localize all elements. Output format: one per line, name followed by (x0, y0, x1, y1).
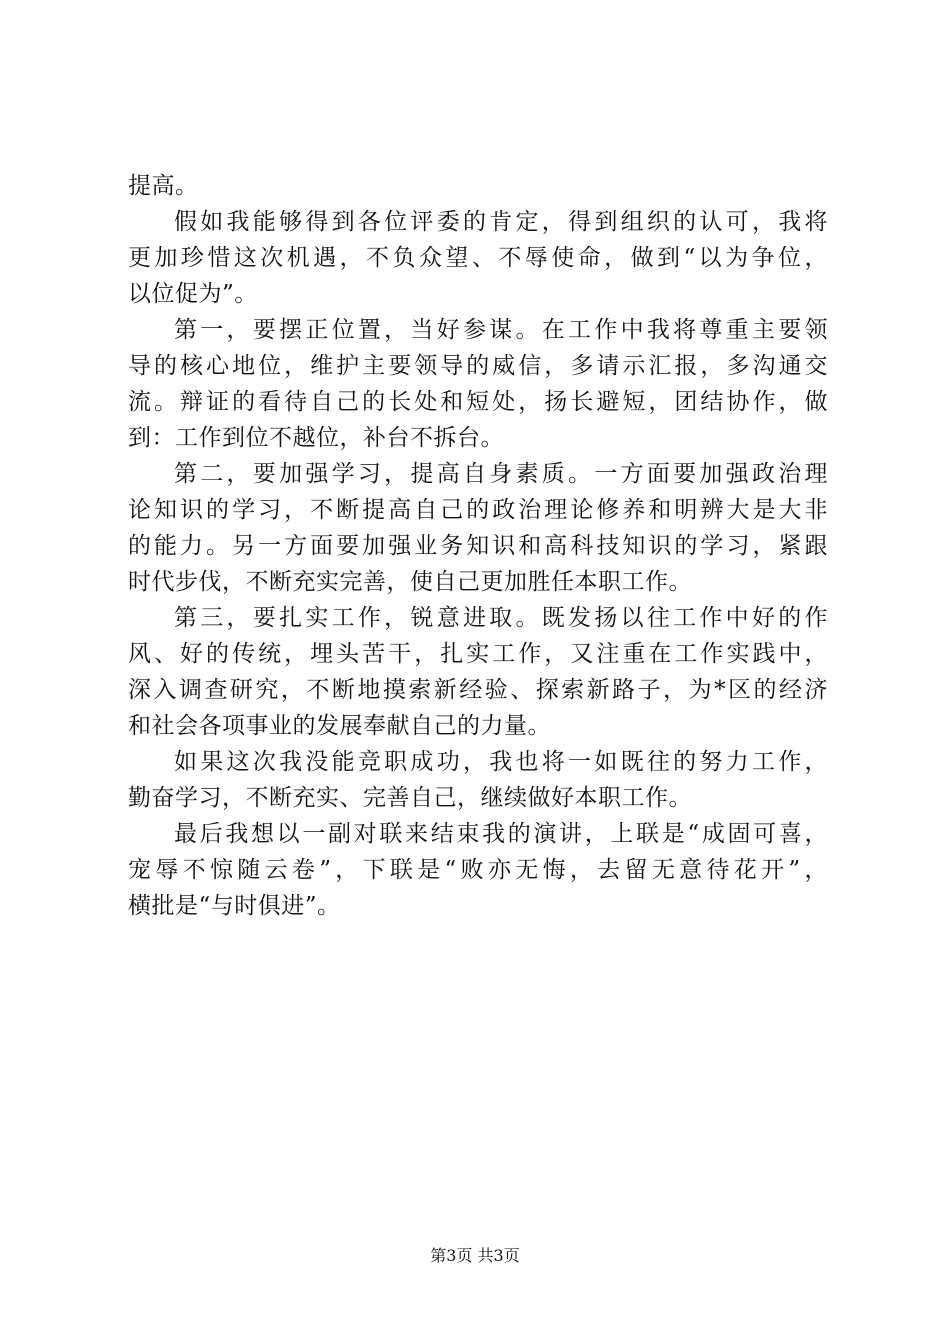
text-line: 勤奋学习，不断充实、完善自己，继续做好本职工作。 (128, 785, 692, 811)
text-line: 最后我想以一副对联来结束我的演讲，上联是“成固可喜， (174, 821, 828, 847)
text-line: 以位促为”。 (128, 281, 258, 307)
text-line: 论知识的学习，不断提高自己的政治理论修养和明辨大是大非 (128, 497, 828, 523)
page-footer: 第3页 共3页 (430, 1246, 520, 1265)
text-line: 到：工作到位不越位，补台不拆台。 (128, 425, 504, 451)
text-line: 假如我能够得到各位评委的肯定，得到组织的认可，我将 (174, 209, 828, 235)
text-line: 横批是“与时俱进”。 (128, 893, 341, 919)
text-line: 第三，要扎实工作，锐意进取。既发扬以往工作中好的作 (174, 605, 828, 631)
text-line: 第二，要加强学习，提高自身素质。一方面要加强政治理 (174, 461, 828, 487)
text-line: 提高。 (128, 173, 199, 199)
document-body (128, 168, 828, 924)
text-line: 宠辱不惊随云卷”，下联是“败亦无悔，去留无意待花开”， (128, 857, 828, 883)
text-line: 第一，要摆正位置，当好参谋。在工作中我将尊重主要领 (174, 317, 828, 343)
text-line: 如果这次我没能竞职成功，我也将一如既往的努力工作， (174, 749, 828, 775)
text-line: 和社会各项事业的发展奉献自己的力量。 (128, 713, 551, 739)
text-line: 流。辩证的看待自己的长处和短处，扬长避短，团结协作，做 (128, 389, 828, 415)
text-line: 深入调查研究，不断地摸索新经验、探索新路子，为*区的经济 (128, 677, 828, 703)
text-line: 更加珍惜这次机遇，不负众望、不辱使命，做到“以为争位， (128, 245, 828, 271)
text-line: 时代步伐，不断充实完善，使自己更加胜任本职工作。 (128, 569, 692, 595)
text-line: 导的核心地位，维护主要领导的威信，多请示汇报，多沟通交 (128, 353, 828, 379)
text-line: 风、好的传统，埋头苦干，扎实工作，又注重在工作实践中， (128, 641, 828, 667)
text-line: 的能力。另一方面要加强业务知识和高科技知识的学习，紧跟 (128, 533, 828, 559)
